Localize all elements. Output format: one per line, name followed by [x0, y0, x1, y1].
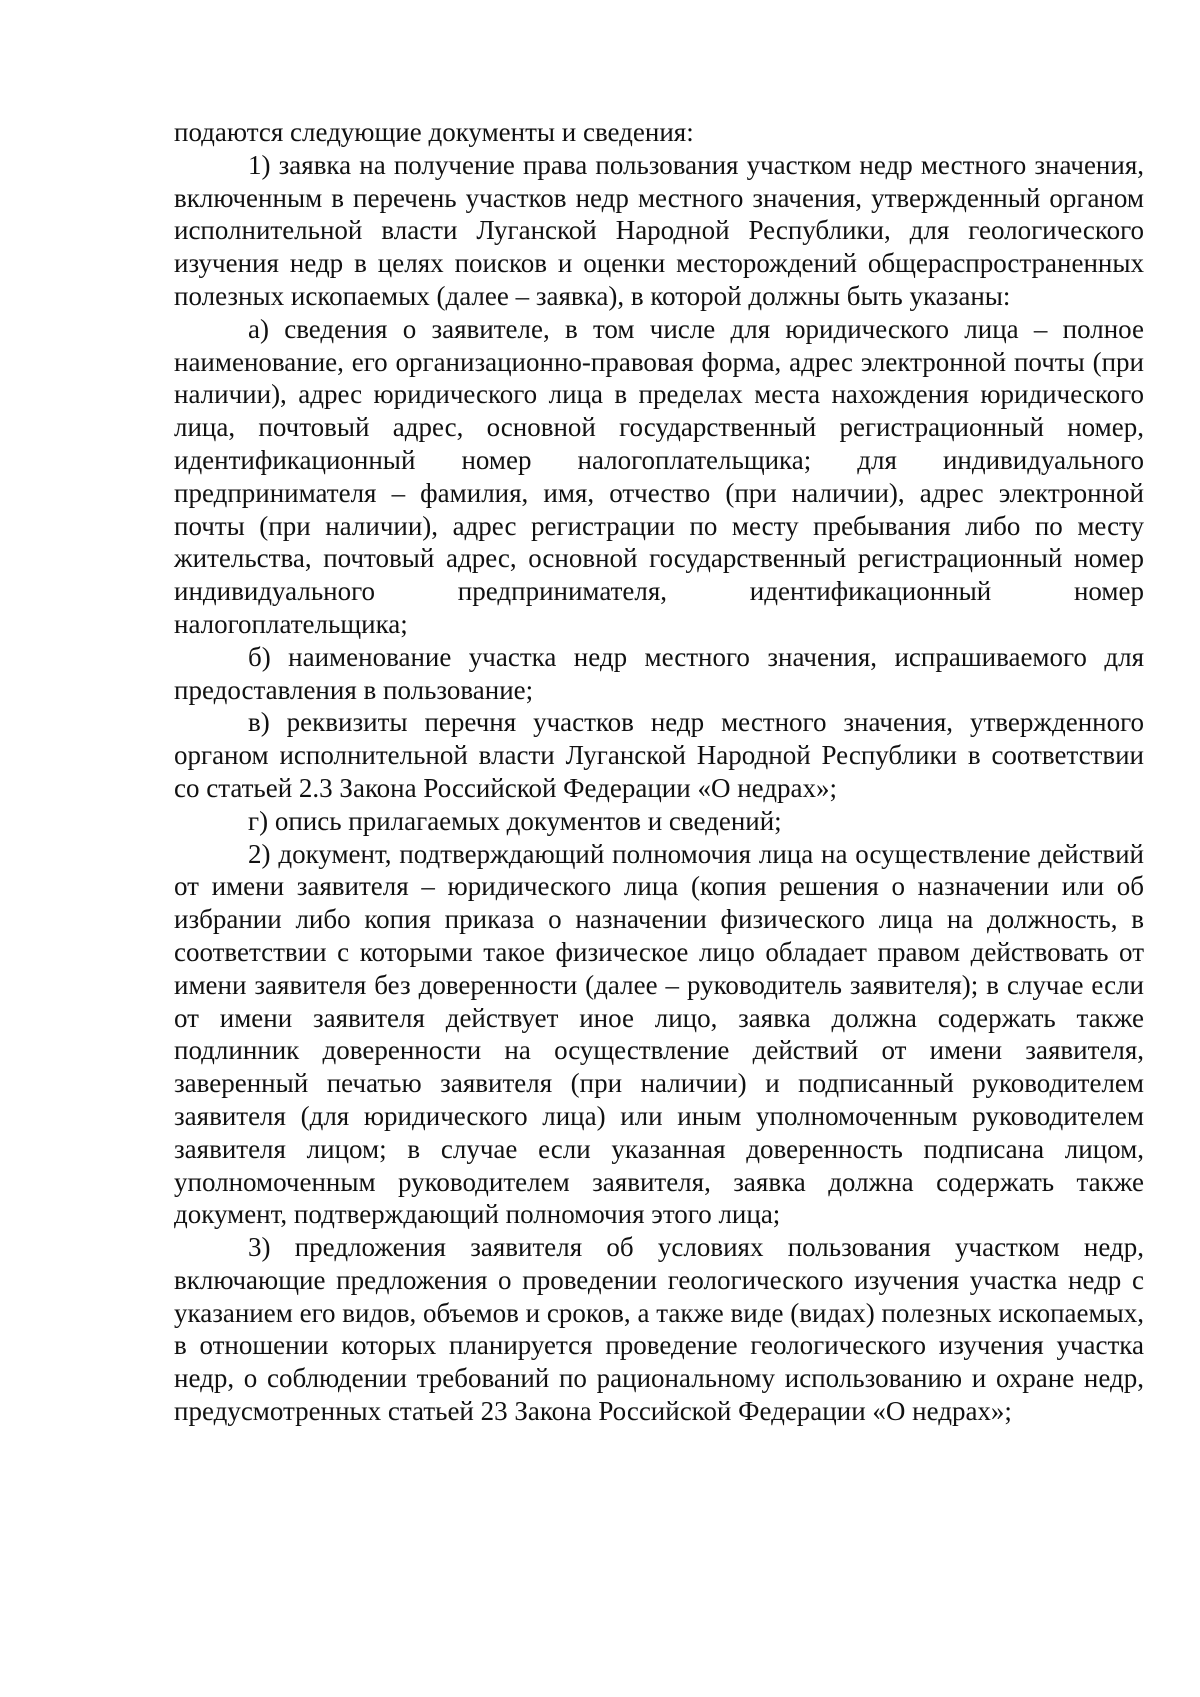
paragraph-intro: подаются следующие документы и сведения:: [174, 117, 694, 147]
paragraph-item-1b: б) наименование участка недр местного значения, испрашиваемого для предоставления в пользование;: [174, 641, 1144, 705]
paragraph-item-1: 1) заявка на получение права пользования участком недр местного значения, включенным в перечень участков недр местного значения, утвержденный органом исполнительной власти Луганской Народной Республики, для геологического изучения недр в целях поисков и оценки месторождений общераспространенных полезных ископаемых (далее – заявка), в которой должны быть указаны:: [174, 149, 1144, 311]
paragraph-item-3: 3) предложения заявителя об условиях пользования участком недр, включающие предложения о проведении геологического изучения участка недр с указанием его видов, объемов и сроков, а также виде (видах) полезных ископаемых, в отношении которых планируется проведение геологического изучения участка недр, о соблюдении требований по рациональному использованию и охране недр, предусмотренных статьей 23 Закона Российской Федерации «О недрах»;: [174, 1232, 1144, 1427]
document-page: [174, 116, 1144, 1428]
paragraph-item-1a: а) сведения о заявителе, в том числе для юридического лица – полное наименование, его организационно-правовая форма, адрес электронной почты (при наличии), адрес юридического лица в пределах места нахождения юридического лица, почтовый адрес, основной государственный регистрационный номер, идентификационный номер налогоплательщика; для индивидуального предпринимателя – фамилия, имя, отчество (при наличии), адрес электронной почты (при наличии), адрес регистрации по месту пребывания либо по месту жительства, почтовый адрес, основной государственный регистрационный номер индивидуального предпринимателя, идентификационный номер налогоплательщика;: [174, 313, 1144, 639]
paragraph-item-2: 2) документ, подтверждающий полномочия лица на осуществление действий от имени заявителя – юридического лица (копия решения о назначении или об избрании либо копия приказа о назначении физического лица на должность, в соответствии с которыми такое физическое лицо обладает правом действовать от имени заявителя без доверенности (далее – руководитель заявителя); в случае если от имени заявителя действует иное лицо, заявка должна содержать также подлинник доверенности на осуществление действий от имени заявителя, заверенный печатью заявителя (при наличии) и подписанный руководителем заявителя (для юридического лица) или иным уполномоченным руководителем заявителя лицом; в случае если указанная доверенность подписана лицом, уполномоченным руководителем заявителя, заявка должна содержать также документ, подтверждающий полномочия этого лица;: [174, 838, 1144, 1230]
paragraph-item-1v: в) реквизиты перечня участков недр местного значения, утвержденного органом исполнительной власти Луганской Народной Республики в соответствии со статьей 2.3 Закона Российской Федерации «О недрах»;: [174, 707, 1144, 803]
paragraph-item-1g: г) опись прилагаемых документов и сведений;: [248, 805, 782, 836]
